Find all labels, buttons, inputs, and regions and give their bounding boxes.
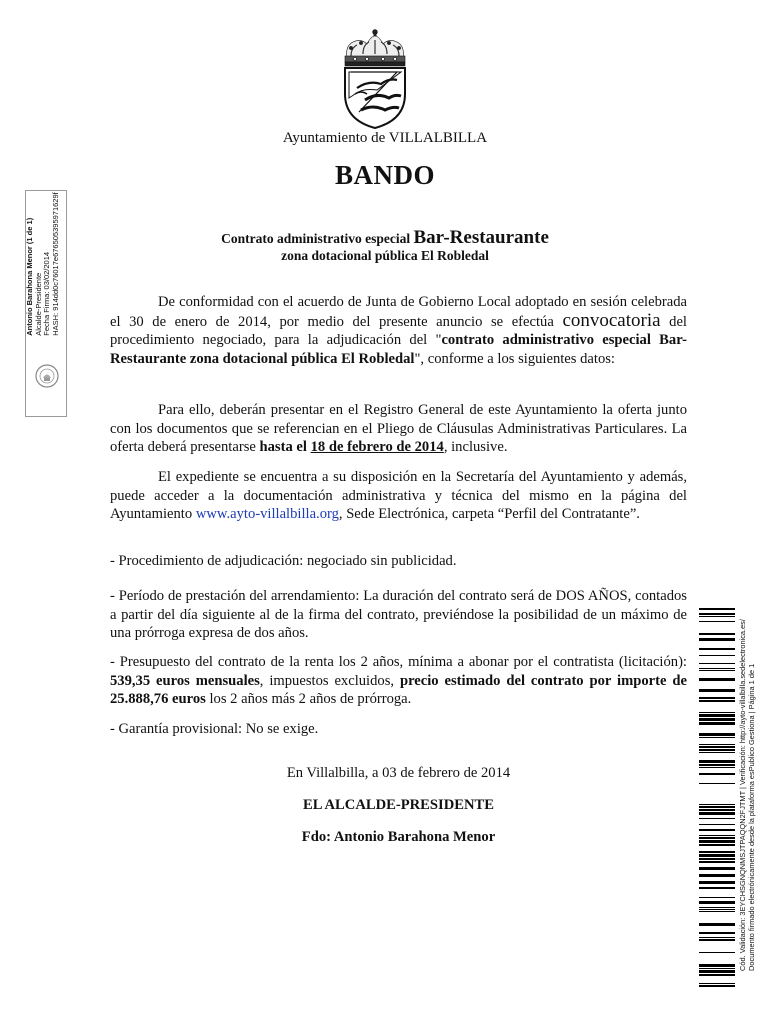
- paragraph-duration: - Período de prestación del arrendamiento: La duración del contrato será de DOS AÑOS, contados a partir del día siguiente al de la firma del contrato, previéndose la posibilidad de un máximo de una prórroga expresa de dos años.: [110, 588, 687, 641]
- seal-icon: [34, 363, 60, 389]
- paragraph-procedure: - Procedimiento de adjudicación: negociado sin publicidad.: [110, 553, 457, 569]
- verification-platform: Documento firmado electrónicamente desde la plataforma esPublico Gestiona | Página 1 de 1: [747, 663, 756, 971]
- signer-role: EL ALCALDE-PRESIDENTE: [303, 797, 494, 813]
- text-span: El expediente se encuentra a su disposición en la Secretaría del Ayuntamiento y además, puede acceder a la documentación administrativa y técnica del mismo en la página del Ayuntamiento: [110, 469, 687, 522]
- paragraph-registration: [110, 401, 687, 457]
- signature-position: Alcalde-Presidente: [33, 272, 43, 336]
- municipality-name: Ayuntamiento de VILLALBILLA: [282, 130, 488, 146]
- text-span: - Presupuesto del contrato de la renta los 2 años, mínima a abonar por el contratista (licitación):: [110, 654, 687, 670]
- estimated-price: precio estimado del contrato por importe de 25.888,76 euros: [110, 672, 687, 707]
- website-link[interactable]: www.ayto-villalbilla.org: [195, 506, 339, 522]
- paragraph-guarantee: - Garantía provisional: No se exige.: [110, 721, 319, 737]
- contract-name: contrato administrativo especial Bar-Restaurante zona dotacional pública El Robledal: [110, 332, 687, 367]
- paragraph-agreement: [110, 293, 687, 368]
- signature-date: En Villalbilla, a 03 de febrero de 2014: [286, 765, 511, 781]
- subtitle-prefix: Contrato administrativo especial: [221, 231, 411, 246]
- text-span: Para ello, deberán presentar en el Registro General de este Ayuntamiento la oferta junto con los documentos que se referencian en el Pliego de Cláusulas Administrativas Particulares. La oferta deberá presentarse: [110, 402, 687, 455]
- monthly-amount: 539,35 euros mensuales: [110, 672, 260, 689]
- paragraph-file-access: [110, 468, 687, 524]
- coat-of-arms-icon: [337, 28, 413, 130]
- text-span: los 2 años más 2 años de prórroga.: [209, 691, 412, 707]
- verification-code: Cód. Validación: 3EYCHSGNQNMSJTPAQQN2FJTMT | Verificación: http://ayto-villalbilla.sedelectronica.es/: [738, 619, 748, 971]
- convocatoria-word: convocatoria: [562, 309, 661, 331]
- subtitle-highlight: Bar-Restaurante: [413, 227, 549, 248]
- signer-name: Fdo: Antonio Barahona Menor: [301, 829, 496, 845]
- text-span: , inclusive.: [443, 439, 508, 455]
- signature-signer: Antonio Barahona Menor (1 de 1): [24, 217, 34, 336]
- verification-text: [735, 598, 761, 992]
- signature-details: [24, 191, 60, 336]
- barcode-icon: [699, 608, 735, 988]
- text-span: del procedimiento negociado, para la adjudicación del ": [110, 313, 687, 348]
- contract-subtitle-line2: zona dotacional pública El Robledal: [281, 248, 489, 263]
- deadline-prefix: hasta el: [259, 439, 307, 455]
- text-span: ", conforme a los siguientes datos:: [414, 350, 615, 367]
- signature-box: [25, 190, 67, 417]
- deadline-date: 18 de febrero de 2014: [310, 439, 444, 455]
- signature-date-stamp: Fecha Firma: 03/02/2014: [42, 251, 51, 336]
- text-span: , impuestos excluidos,: [259, 672, 395, 689]
- paragraph-budget: [110, 653, 687, 709]
- text-span: De conformidad con el acuerdo de Junta de Gobierno Local adoptado en sesión celebrada el 30 de enero de 2014, por medio del presente anuncio se efectúa: [110, 294, 687, 330]
- document-title: BANDO: [334, 160, 435, 190]
- signature-hash: HASH: 914dd0c76017e676505395971629f: [50, 191, 60, 336]
- text-span: , Sede Electrónica, carpeta “Perfil del Contratante”.: [338, 506, 640, 522]
- contract-subtitle: [0, 227, 770, 249]
